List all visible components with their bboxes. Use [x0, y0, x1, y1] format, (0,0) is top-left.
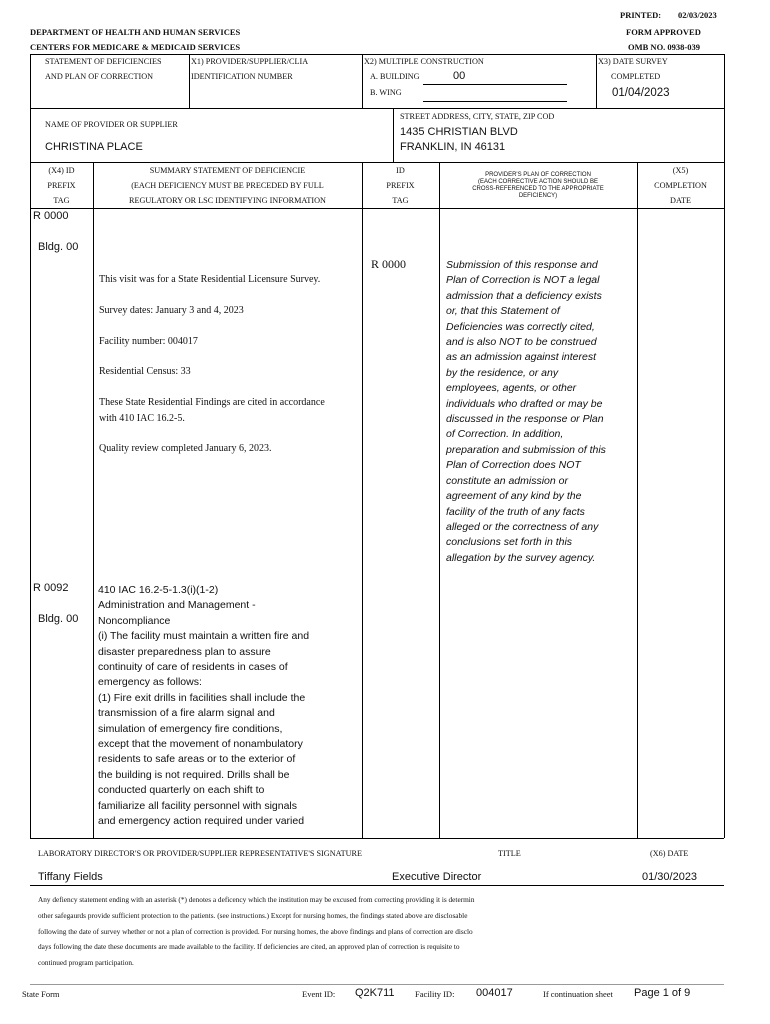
summary-line: (i) The facility must maintain a written fire and: [98, 630, 310, 643]
poc-line: discussed in the response or Plan: [446, 413, 604, 426]
building-value: 00: [453, 70, 466, 82]
r0092-summary: [98, 583, 360, 830]
poc-line: employees, agents, or other: [446, 382, 577, 395]
summary-header: REGULATORY OR LSC IDENTIFYING INFORMATION: [129, 196, 326, 205]
summary-paragraph: These State Residential Findings are cited in accordance with 410 IAC 16.2-5.: [99, 397, 325, 424]
grid-line: [189, 54, 190, 108]
x4-header: (X4) ID: [48, 166, 75, 175]
poc-line: Plan of Correction does NOT: [446, 459, 581, 472]
event-id-label: Event ID:: [302, 989, 336, 999]
poc-line: preparation and submission of this: [446, 443, 606, 456]
poc-line: admission that a deficiency exists: [446, 289, 602, 302]
x3-label: COMPLETED: [611, 72, 661, 81]
x5-header: (X5): [672, 166, 689, 175]
grid-line: [362, 162, 363, 838]
disclaimer: [38, 892, 728, 971]
x3-label: X3) DATE SURVEY: [598, 57, 668, 66]
event-id: Q2K711: [355, 987, 395, 999]
summary-line: (1) Fire exit drills in facilities shall include the: [98, 691, 306, 704]
grid-line: [30, 838, 724, 839]
summary-paragraph: Residential Census: 33: [99, 366, 191, 378]
address-label: STREET ADDRESS, CITY, STATE, ZIP COD: [400, 112, 555, 121]
grid-line: [30, 162, 31, 838]
summary-line: the building is not required. Drills shall be: [98, 768, 290, 781]
summary-line: Administration and Management -: [98, 599, 256, 612]
poc-line: allegation by the survey agency.: [446, 551, 596, 564]
summary-header: (EACH DEFICIENCY MUST BE PRECEDED BY FULL: [131, 181, 324, 190]
grid-line: [30, 162, 724, 163]
poc-line: as an admission against interest: [446, 351, 596, 364]
summary-paragraph: Survey dates: January 3 and 4, 2023: [99, 304, 244, 316]
page-number: Page 1 of 9: [634, 987, 691, 999]
summary-line: 410 IAC 16.2-5-1.3(i)(1-2): [98, 584, 219, 596]
survey-completed-date: 01/04/2023: [612, 87, 670, 99]
state-form-label: State Form: [22, 989, 60, 999]
poc-line: and is also NOT to be construed: [446, 336, 597, 349]
grid-line: [724, 54, 725, 838]
building-label: A. BUILDING: [370, 72, 420, 81]
poc-line: facility of the truth of any facts: [446, 505, 585, 518]
building-tag: Bldg. 00: [38, 613, 79, 625]
provider-name-label: NAME OF PROVIDER OR SUPPLIER: [45, 120, 178, 129]
wing-underline: [423, 101, 567, 102]
id-header: PREFIX: [386, 181, 415, 190]
facility-id: 004017: [476, 987, 513, 999]
grid-line: [30, 108, 31, 162]
signature-label: LABORATORY DIRECTOR'S OR PROVIDER/SUPPLIER REPRESENTATIVE'S SIGNATURE: [38, 849, 362, 858]
disclaimer-line: Any defiency statement ending with an asterisk (*) denotes a deficency which the institution may be excused from correcting providing it is determin: [38, 895, 475, 904]
grid-line: [30, 108, 724, 109]
x1-label: IDENTIFICATION NUMBER: [191, 72, 293, 81]
footer-rule: [30, 984, 724, 985]
poc-line: Plan of Correction is NOT a legal: [446, 274, 600, 287]
statement-label: AND PLAN OF CORRECTION: [45, 72, 154, 81]
poc-line: constitute an admission or: [446, 474, 568, 487]
omb-number: OMB NO. 0938-039: [628, 42, 701, 52]
disclaimer-line: other safegaurds provide sufficient protection to the patients. (see instructions.) Except for nursing homes, the findings stated above are disclosable: [38, 910, 468, 920]
x5-header: DATE: [670, 196, 691, 205]
poc-line: by the residence, or any: [446, 366, 559, 379]
continuation-label: If continuation sheet: [543, 989, 613, 999]
address-line: FRANKLIN, IN 46131: [400, 141, 506, 153]
signer-title: Executive Director: [392, 871, 482, 883]
grid-line: [393, 108, 394, 162]
printed-label: PRINTED:: [620, 10, 662, 20]
poc-line: individuals who drafted or may be: [446, 397, 603, 410]
x1-label: X1) PROVIDER/SUPPLIER/CLIA: [191, 57, 309, 66]
summary-line: continuity of care of residents in cases of: [98, 661, 288, 674]
poc-header: PROVIDER'S PLAN OF CORRECTION (EACH CORRECTIVE ACTION SHOULD BE CROSS-REFERENCED TO THE APPROPRIATE DEFICIENCY): [472, 172, 604, 199]
provider-name: CHRISTINA PLACE: [45, 141, 143, 153]
x4-header: PREFIX: [47, 181, 76, 190]
summary-line: except that the movement of nonambulatory: [98, 738, 303, 751]
poc-line: or, that this Statement of: [446, 305, 560, 318]
poc-line: Deficiencies was correctly cited,: [446, 320, 595, 333]
summary-line: emergency as follows:: [98, 676, 202, 689]
id-header: ID: [396, 166, 405, 175]
printed-date: 02/03/2023: [678, 10, 717, 20]
form-approved: FORM APPROVED: [626, 27, 701, 37]
signer-name: Tiffany Fields: [38, 871, 103, 883]
poc-line: Submission of this response and: [446, 259, 598, 271]
disclaimer-line: following the date of survey whether or not a plan of correction is provided. For nursing homes, the above findings and plans of correction are disclo: [38, 926, 473, 936]
summary-line: simulation of emergency fire conditions,: [98, 722, 283, 735]
grid-line: [30, 54, 724, 55]
id-prefix-tag: R 0000: [371, 257, 407, 271]
r0000-summary: [99, 272, 344, 472]
summary-line: conducted quarterly on each shift to: [98, 784, 265, 797]
signature-date: 01/30/2023: [642, 871, 698, 883]
facility-id-label: Facility ID:: [415, 989, 455, 999]
grid-line: [637, 162, 638, 838]
grid-line: [362, 54, 363, 108]
poc-line: conclusions set forth in this: [446, 536, 573, 549]
statement-label: STATEMENT OF DEFICIENCIES: [45, 57, 162, 66]
grid-line: [596, 54, 597, 108]
summary-header: SUMMARY STATEMENT OF DEFICIENCIE: [149, 166, 306, 175]
grid-line: [30, 885, 724, 886]
deficiency-tag: R 0092: [33, 582, 69, 594]
summary-paragraph: Facility number: 004017: [99, 335, 198, 347]
plan-of-correction: [446, 258, 636, 566]
x2-label: X2) MULTIPLE CONSTRUCTION: [364, 57, 484, 66]
summary-line: transmission of a fire alarm signal and: [98, 707, 275, 720]
id-header: TAG: [392, 196, 409, 205]
summary-line: and emergency action required under varied: [98, 815, 305, 828]
wing-label: B. WING: [370, 88, 402, 97]
disclaimer-line: days following the date these documents are made available to the facility. If deficiencies are cited, an approved plan of correction is requisite to: [38, 942, 460, 952]
grid-line: [30, 208, 724, 209]
poc-line: alleged or the correctness of any: [446, 520, 599, 533]
poc-line: of Correction. In addition,: [446, 428, 564, 441]
grid-line: [93, 162, 94, 838]
x5-header: COMPLETION: [654, 181, 707, 190]
summary-line: Noncompliance: [98, 614, 171, 627]
x4-header: TAG: [53, 196, 70, 205]
grid-line: [30, 54, 31, 108]
title-label: TITLE: [498, 849, 521, 858]
building-underline: [423, 84, 567, 85]
department-title: DEPARTMENT OF HEALTH AND HUMAN SERVICES: [30, 27, 241, 37]
summary-paragraph: Quality review completed January 6, 2023.: [99, 443, 272, 455]
deficiency-tag: R 0000: [33, 210, 69, 222]
centers-title: CENTERS FOR MEDICARE & MEDICAID SERVICES: [30, 42, 241, 52]
summary-line: familiarize all facility personnel with signals: [98, 799, 297, 812]
grid-line: [439, 162, 440, 838]
disclaimer-line: continued program participation.: [38, 958, 134, 968]
summary-line: residents to safe areas or to the exterior of: [98, 753, 296, 766]
summary-paragraph: This visit was for a State Residential Licensure Survey.: [99, 274, 321, 285]
summary-line: disaster preparedness plan to assure: [98, 645, 271, 658]
date-label: (X6) DATE: [650, 849, 689, 858]
address-line: 1435 CHRISTIAN BLVD: [400, 126, 518, 138]
poc-line: agreement of any kind by the: [446, 490, 582, 503]
building-tag: Bldg. 00: [38, 241, 79, 253]
